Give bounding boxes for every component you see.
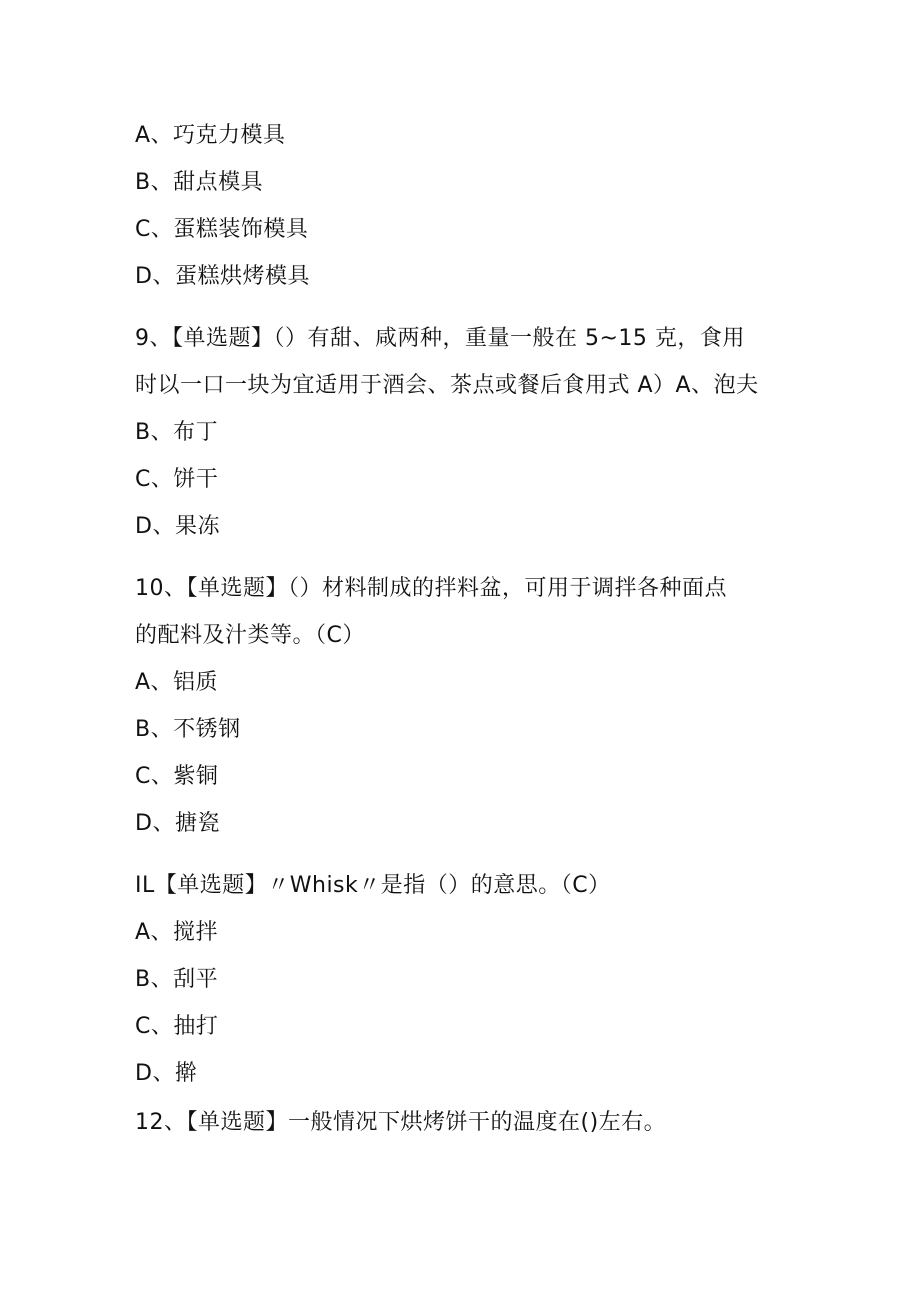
q9-question-line2: 时以一口一块为宜适用于酒会、茶点或餐后食用式 A）A、泡夫: [135, 373, 759, 398]
q10-option-b: B、不锈钢: [135, 717, 241, 742]
q11-option-a: A、搅拌: [135, 920, 219, 945]
q8-option-a: A、巧克力模具: [135, 123, 286, 148]
q9-option-d: D、果冻: [135, 514, 220, 539]
q9-option-b: B、布丁: [135, 420, 219, 445]
q9-question-line1: 9、【单选题】（）有甜、咸两种，重量一般在 5~15 克，食用: [135, 326, 745, 351]
q8-option-c: C、蛋糕装饰模具: [135, 217, 309, 242]
q11-option-b: B、刮平: [135, 967, 219, 992]
q10-option-a: A、铝质: [135, 670, 219, 695]
q11-option-c: C、抽打: [135, 1014, 219, 1039]
q9-option-c: C、饼干: [135, 467, 219, 492]
q11-question-line1: IL【单选题】〃Whisk〃是指（）的意思。（C）: [135, 873, 611, 898]
q10-option-d: D、搪瓷: [135, 811, 220, 836]
q10-question-line1: 10、【单选题】（）材料制成的拌料盆，可用于调拌各种面点: [135, 576, 727, 601]
q8-option-d: D、蛋糕烘烤模具: [135, 264, 310, 289]
q11-option-d: D、擀: [135, 1061, 198, 1086]
q8-option-b: B、甜点模具: [135, 170, 264, 195]
q10-option-c: C、紫铜: [135, 764, 219, 789]
q12-question-line1: 12、【单选题】一般情况下烘烤饼干的温度在()左右。: [135, 1110, 667, 1135]
q10-question-line2: 的配料及汁类等。（C）: [135, 623, 365, 648]
